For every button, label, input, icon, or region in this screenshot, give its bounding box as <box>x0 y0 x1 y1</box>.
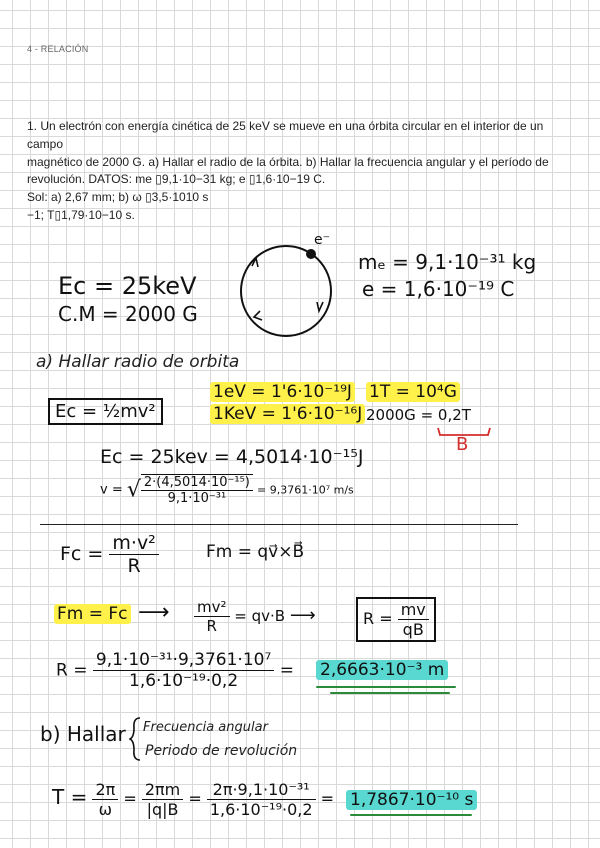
ec-given: Ec = 25keV <box>58 272 197 300</box>
kev-conversion <box>210 404 365 424</box>
v-denominator: 9,1·10⁻³¹ <box>167 491 227 506</box>
r-formula-fraction <box>398 600 429 639</box>
problem-line-4: Sol: a) 2,67 mm; b) ω ▯3,5·1010 s <box>27 190 209 205</box>
fc-numerator: m·v² <box>109 532 158 555</box>
electron-mass: mₑ = 9,1·10⁻³¹ kg <box>358 250 537 274</box>
problem-line-1: 1. Un electrón con energía cinética de 25 keV se mueve en una órbita circular en el interior de un campo <box>27 119 544 151</box>
problem-line-2: magnético de 2000 G. a) Hallar el radio de la órbita. b) Hallar la frecuencia angular y el período de <box>27 154 549 169</box>
r-formula-numerator: mv <box>398 600 429 620</box>
force-balance <box>194 598 316 635</box>
period-result-text: 1,7867·10⁻¹⁰ s <box>346 790 477 810</box>
radius-underline-2 <box>330 692 450 694</box>
radius-formula <box>356 597 436 642</box>
orbit-diagram <box>232 236 342 340</box>
sqrt-icon: √ <box>126 477 141 503</box>
kev-conversion-text: 1KeV = 1'6·10⁻¹⁶J <box>210 404 365 424</box>
arrow-1: ⟶ <box>138 600 170 625</box>
r-calc-denominator: 1,6·10⁻¹⁹·0,2 <box>129 671 239 691</box>
velocity-fraction <box>141 474 253 506</box>
fc-formula <box>60 532 159 577</box>
part-b-title: b) Hallar <box>40 722 126 746</box>
problem-line-3: revolución. DATOS: me ▯9,1·10−31 kg; e ▯1,6·10−19 C. <box>27 172 326 187</box>
mv-fraction <box>194 598 230 635</box>
qvb-text: = qv·B <box>234 607 286 625</box>
part-b-item-2: Periodo de revolución <box>145 743 298 759</box>
ev-conversion <box>210 382 355 402</box>
t-label: T = <box>52 785 88 809</box>
v-label: v = <box>100 482 123 498</box>
ec-formula: Ec = ½mv² <box>48 398 163 425</box>
fm-formula: Fm = qv⃗×B⃗ <box>206 542 305 562</box>
r-formula-left: R = <box>363 609 393 628</box>
t-f1-numerator: 2π <box>92 780 118 800</box>
t-fraction-3 <box>207 780 316 819</box>
tesla-conversion-text: 1T = 10⁴G <box>366 382 460 402</box>
radius-result <box>316 660 448 680</box>
t-f2-denominator: |q|B <box>146 800 179 819</box>
period-underline <box>350 814 472 816</box>
tesla-conversion <box>366 382 460 402</box>
gauss-conversion: 2000G = 0,2T <box>366 406 471 424</box>
brace-icon <box>129 716 143 762</box>
t-fraction-2 <box>142 780 183 819</box>
problem-statement <box>27 118 577 225</box>
cm-given: C.M = 2000 G <box>58 302 198 326</box>
radius-calc: R = $\frac{\text{9,1·10⁻³¹·9,3761·10⁷}}{\text{1,6·10⁻¹⁹·0,2}}$ = <box>56 650 294 691</box>
page-header: 4 - RELACIÓN <box>27 44 89 54</box>
t-f3-denominator: 1,6·10⁻¹⁹·0,2 <box>209 800 313 819</box>
period-calc: T = $\frac{2\pi}{\omega}$ = $\frac{2\pi m}{|q|B}$ = $\frac{\text{2π·9,1·10⁻³¹}}{\text{1,6·10⁻¹⁹·0,2}}$ = <box>52 780 335 819</box>
v-numerator: 2·(4,5014·10⁻¹⁵) <box>141 475 253 491</box>
r-calc-numerator: 9,1·10⁻³¹·9,3761·10⁷ <box>93 650 274 671</box>
r-calc-label: R = <box>56 660 88 681</box>
fm-equals-fc-text: Fm = Fc <box>54 604 131 624</box>
fm-equals-fc <box>54 604 131 624</box>
r-formula-denominator: qB <box>402 620 424 639</box>
t-fraction-1 <box>92 780 118 819</box>
fc-fraction <box>109 532 158 577</box>
t-f1-denominator: ω <box>98 800 113 819</box>
part-a-title: a) Hallar radio de orbita <box>36 352 240 372</box>
fc-label: Fc = <box>60 543 104 565</box>
part-b-item-1: Frecuencia angular <box>143 720 268 735</box>
ec-joules: Ec = 25kev = 4,5014·10⁻¹⁵J <box>100 446 364 468</box>
velocity-calc <box>100 474 354 506</box>
radius-underline-1 <box>316 686 456 688</box>
section-divider <box>40 524 518 525</box>
mv-denominator: R <box>206 617 217 635</box>
v-result: = 9,3761·10⁷ m/s <box>257 483 354 497</box>
problem-line-5: −1; T▯1,79·10−10 s. <box>27 207 135 222</box>
radius-result-text: 2,6663·10⁻³ m <box>316 660 448 680</box>
period-result <box>346 790 477 810</box>
t-f3-numerator: 2π·9,1·10⁻³¹ <box>207 780 316 800</box>
t-f2-numerator: 2πm <box>142 780 183 800</box>
r-calc-fraction <box>93 650 274 691</box>
arrow-2-icon: ⟶ <box>289 605 316 626</box>
b-label: B <box>456 434 469 455</box>
ev-conversion-text: 1eV = 1'6·10⁻¹⁹J <box>210 382 355 402</box>
electron-label: e⁻ <box>314 232 331 248</box>
fc-denominator: R <box>127 555 141 577</box>
electron-dot <box>306 249 316 259</box>
mv-numerator: mv² <box>194 598 230 617</box>
electron-charge: e = 1,6·10⁻¹⁹ C <box>362 277 515 301</box>
